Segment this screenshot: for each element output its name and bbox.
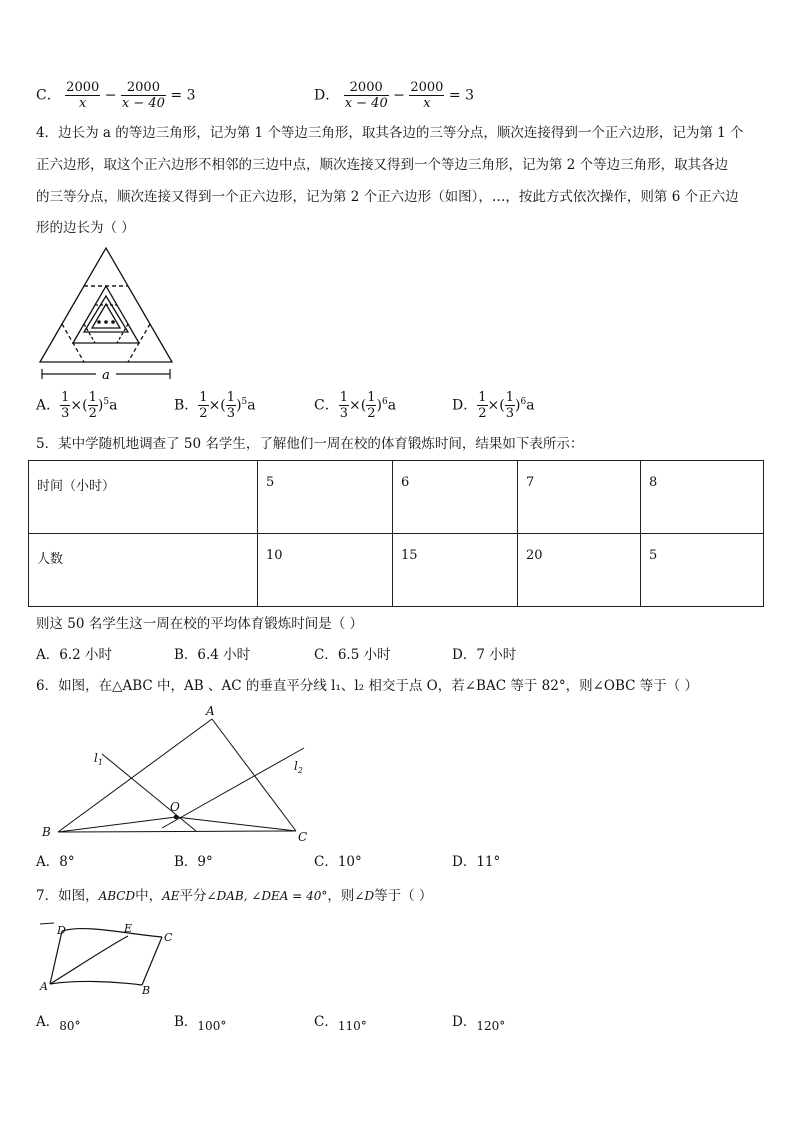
q6-option-a: A．8° bbox=[36, 854, 75, 870]
point-o bbox=[174, 815, 179, 820]
line-l2 bbox=[162, 748, 304, 828]
table-cell: 时间（小时） bbox=[29, 461, 258, 534]
equation-rhs: = 3 bbox=[448, 87, 474, 104]
q5-question: 则这 50 名学生这一周在校的平均体育锻炼时间是（ ） bbox=[36, 616, 364, 632]
q4-line-3: 的三等分点，顺次连接又得到一个正六边形，记为第 2 个正六边形（如图），…，按此方式依次操作，则第 6 个正六边 bbox=[36, 189, 739, 205]
q6-triangle-figure bbox=[36, 700, 326, 850]
side-ab bbox=[50, 981, 142, 985]
fraction: $\frac{2000}{x - 40}$ bbox=[344, 80, 388, 111]
minus-sign: − bbox=[393, 87, 405, 104]
side-ab bbox=[58, 719, 212, 832]
q7-parallelogram-figure bbox=[36, 918, 186, 1002]
table-cell: 20 bbox=[518, 534, 641, 607]
table-cell: 6 bbox=[393, 461, 518, 534]
q7-option-b: B．100° bbox=[174, 1014, 227, 1033]
label-e: E bbox=[124, 922, 133, 935]
table-cell: 5 bbox=[258, 461, 393, 534]
table-row bbox=[29, 534, 764, 607]
side-bc bbox=[58, 831, 296, 832]
table-row bbox=[29, 461, 764, 534]
table-cell: 10 bbox=[258, 534, 393, 607]
q4-option-c: C． $\frac{1}{3}$ ×( $\frac{1}{2}$ )$^6$a bbox=[314, 390, 397, 421]
q4-option-a: A． $\frac{1}{3}$ ×( $\frac{1}{2}$ )$^5$a bbox=[36, 390, 118, 421]
q4-nested-triangles-figure bbox=[36, 244, 181, 384]
q3-option-c bbox=[36, 80, 195, 111]
label-c: C bbox=[298, 830, 308, 844]
third-triangle bbox=[84, 296, 128, 332]
label-o: O bbox=[170, 800, 180, 814]
q7-option-d: D．120° bbox=[452, 1014, 506, 1033]
table-cell: 8 bbox=[641, 461, 764, 534]
fraction: $\frac{2000}{x - 40}$ bbox=[121, 80, 165, 111]
segment-ae bbox=[50, 936, 128, 984]
label-a: A bbox=[40, 980, 48, 993]
side-cb bbox=[142, 937, 162, 985]
label-l2: $l_2$ bbox=[294, 759, 303, 775]
option-letter: D． bbox=[314, 87, 340, 104]
side-label-a: a bbox=[102, 368, 110, 383]
fraction: $\frac{2000}{x}$ bbox=[66, 80, 100, 111]
q4-line-1: 4．边长为 a 的等边三角形，记为第 1 个等边三角形，取其各边的三等分点，顺次连接得到一个正六边形，记为第 1 个 bbox=[36, 125, 744, 141]
q4-options bbox=[36, 390, 776, 426]
label-c: C bbox=[164, 931, 173, 944]
q5-option-c: C．6.5 小时 bbox=[314, 647, 391, 663]
q4-line-2: 正六边形，取这个正六边形不相邻的三边中点，顺次连接又得到一个等边三角形，记为第 2 个等边三角形，取其各边 bbox=[36, 157, 729, 173]
q4-option-d: D． $\frac{1}{2}$ ×( $\frac{1}{3}$ )$^6$a bbox=[452, 390, 535, 421]
label-a: A bbox=[206, 704, 215, 718]
table-cell: 15 bbox=[393, 534, 518, 607]
option-letter: C． bbox=[36, 87, 61, 104]
side-ac bbox=[212, 719, 296, 831]
table-cell: 5 bbox=[641, 534, 764, 607]
equation-rhs: = 3 bbox=[170, 87, 196, 104]
q6-option-c: C．10° bbox=[314, 854, 362, 870]
q6-option-d: D．11° bbox=[452, 854, 501, 870]
q5-data-table bbox=[28, 460, 764, 607]
label-d: D bbox=[57, 924, 66, 937]
second-triangle bbox=[73, 286, 139, 343]
q4-line-4: 形的边长为（ ） bbox=[36, 220, 135, 236]
table-cell: 7 bbox=[518, 461, 641, 534]
fraction: $\frac{2000}{x}$ bbox=[410, 80, 444, 111]
table-cell: 人数 bbox=[29, 534, 258, 607]
side-dc bbox=[62, 929, 162, 937]
q5-option-b: B．6.4 小时 bbox=[174, 647, 251, 663]
q4-option-b: B． $\frac{1}{2}$ ×( $\frac{1}{3}$ )$^5$a bbox=[174, 390, 256, 421]
q5-option-a: A．6.2 小时 bbox=[36, 647, 113, 663]
label-l1: $l_1$ bbox=[94, 751, 103, 767]
q7-option-c: C．110° bbox=[314, 1014, 367, 1033]
q3-option-d bbox=[314, 80, 474, 111]
q6-stem: 6．如图，在△ABC 中，AB 、AC 的垂直平分线 l₁、l₂ 相交于点 O，若∠BAC 等于 82°，则∠OBC 等于（ ） bbox=[36, 678, 699, 694]
q6-option-b: B．9° bbox=[174, 854, 213, 870]
label-b: B bbox=[142, 984, 151, 997]
q7-stem: 7．如图，ABCD中，AE平分∠DAB, ∠DEA = 40°，则∠D等于（ ） bbox=[36, 888, 433, 904]
fourth-triangle bbox=[92, 304, 120, 328]
minus-sign: − bbox=[104, 87, 117, 104]
side-ad bbox=[50, 931, 62, 984]
q5-stem: 5．某中学随机地调查了 50 名学生，了解他们一周在校的体育锻炼时间，结果如下表所示： bbox=[36, 436, 584, 452]
q7-option-a: A．80° bbox=[36, 1014, 81, 1033]
label-b: B bbox=[42, 825, 51, 839]
q5-option-d: D．7 小时 bbox=[452, 647, 517, 663]
